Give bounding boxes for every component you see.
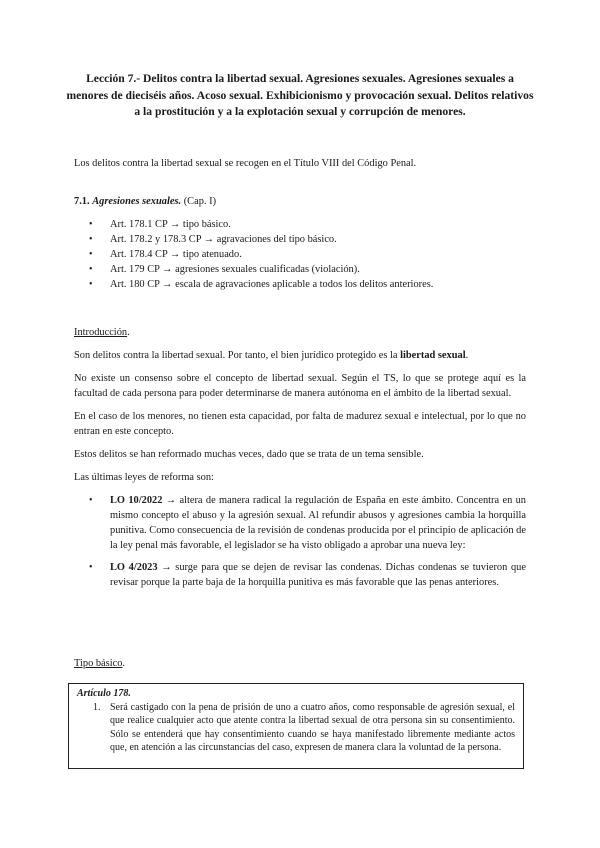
- list-item: • Art. 179 CP → agresiones sexuales cualificadas (violación).: [74, 262, 526, 277]
- law-item: • LO 10/2022 → altera de manera radical la regulación de España en este ámbito. Concentra en un mismo concepto el abuso y la agresión sexual. Al refundir abusos y agresiones cambia la horquilla punitiva. Como consecuencia de la revisión de condenas producida por el principio de aplicación de la ley penal más favorable, el legislador se ha visto obligado a aprobar una nueva ley:: [74, 493, 526, 553]
- article-list: [74, 217, 526, 292]
- article-items: [77, 701, 515, 755]
- tipo-basico-heading: Tipo básico.: [74, 658, 126, 669]
- law-item: • LO 4/2023 → surge para que se dejen de revisar las condenas. Dichas condenas se tuvieron que revisar porque la parte baja de la horquilla punitiva es más favorable que las penas anteriores.: [74, 560, 526, 590]
- article-box: [68, 683, 524, 769]
- introduccion-section: [74, 325, 526, 597]
- list-item: • Art. 178.1 CP → tipo básico.: [74, 217, 526, 232]
- introduccion-p2: No existe un consenso sobre el concepto de libertad sexual. Según el TS, lo que se protege aquí es la facultad de cada persona para poder determinarse de manera autónoma en el ámbito de la libertad sexual.: [74, 373, 526, 399]
- laws-list: [74, 493, 526, 590]
- section-name: Agresiones sexuales.: [92, 196, 182, 207]
- lesson-title: Lección 7.- Delitos contra la libertad sexual. Agresiones sexuales. Agresiones sexuales a menores de dieciséis años. Acoso sexual. Exhibicionismo y provocación sexual. Delitos relativos a la prostitución y a la explotación sexual y corrupción de menores.: [66, 72, 534, 118]
- introduccion-p3: En el caso de los menores, no tienen esta capacidad, por falta de madurez sexual e intelectual, por lo que no entran en este concepto.: [74, 411, 526, 437]
- section-number: 7.1.: [74, 196, 90, 207]
- introduccion-heading: Introducción.: [74, 327, 130, 338]
- intro-text: Los delitos contra la libertad sexual se recogen en el Título VIII del Código Penal.: [74, 158, 417, 169]
- list-item: • Art. 178.2 y 178.3 CP → agravaciones del tipo básico.: [74, 232, 526, 247]
- introduccion-p5: Las últimas leyes de reforma son:: [74, 472, 214, 483]
- list-item: • Art. 178.4 CP → tipo atenuado.: [74, 247, 526, 262]
- introduccion-p4: Estos delitos se han reformado muchas veces, dado que se trata de un tema sensible.: [74, 449, 424, 460]
- intro-paragraph: [74, 156, 526, 171]
- section-heading: [74, 194, 526, 209]
- article-title: Artículo 178.: [77, 688, 131, 699]
- section-chapter: (Cap. I): [183, 196, 217, 207]
- article-item: 1. Será castigado con la pena de prisión de uno a cuatro años, como responsable de agresión sexual, el que realice cualquier acto que atente contra la libertad sexual de otra persona sin su consentimiento. Sólo se entenderá que hay consentimiento cuando se haya manifestado libremente mediante actos que, en atención a las circunstancias del caso, expresen de manera clara la voluntad de la persona.: [93, 701, 515, 753]
- section-7-1: [74, 194, 526, 292]
- list-item: • Art. 180 CP → escala de agravaciones aplicable a todos los delitos anteriores.: [74, 277, 526, 292]
- introduccion-p1: Son delitos contra la libertad sexual. Por tanto, el bien jurídico protegido es la libertad sexual.: [74, 350, 469, 361]
